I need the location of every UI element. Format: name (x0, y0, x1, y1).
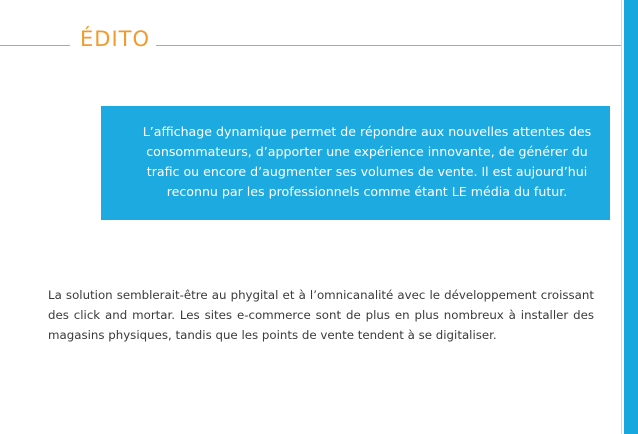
side-accent-bar (624, 0, 638, 434)
quote-box (101, 106, 610, 220)
body-paragraph: La solution semblerait-être au phygital et à l’omnicanalité avec le développement croissant des click and mortar. Les sites e-commerce sont de plus en plus nombreux à installer des magasins physiques, tandis que les points de vente tendent à se digitaliser. (48, 288, 594, 342)
quote-text: L’affichage dynamique permet de répondre aux nouvelles attentes des consommateurs, d’apporter une expérience innovante, de générer du trafic ou encore d’augmenter ses volumes de vente. Il est aujourd’hui reconnu par les professionnels comme étant LE média du futur. (142, 124, 592, 199)
side-divider-line (621, 0, 622, 434)
title-rule-left (0, 45, 70, 46)
section-title: ÉDITO (80, 27, 150, 51)
title-rule-right (156, 45, 622, 46)
